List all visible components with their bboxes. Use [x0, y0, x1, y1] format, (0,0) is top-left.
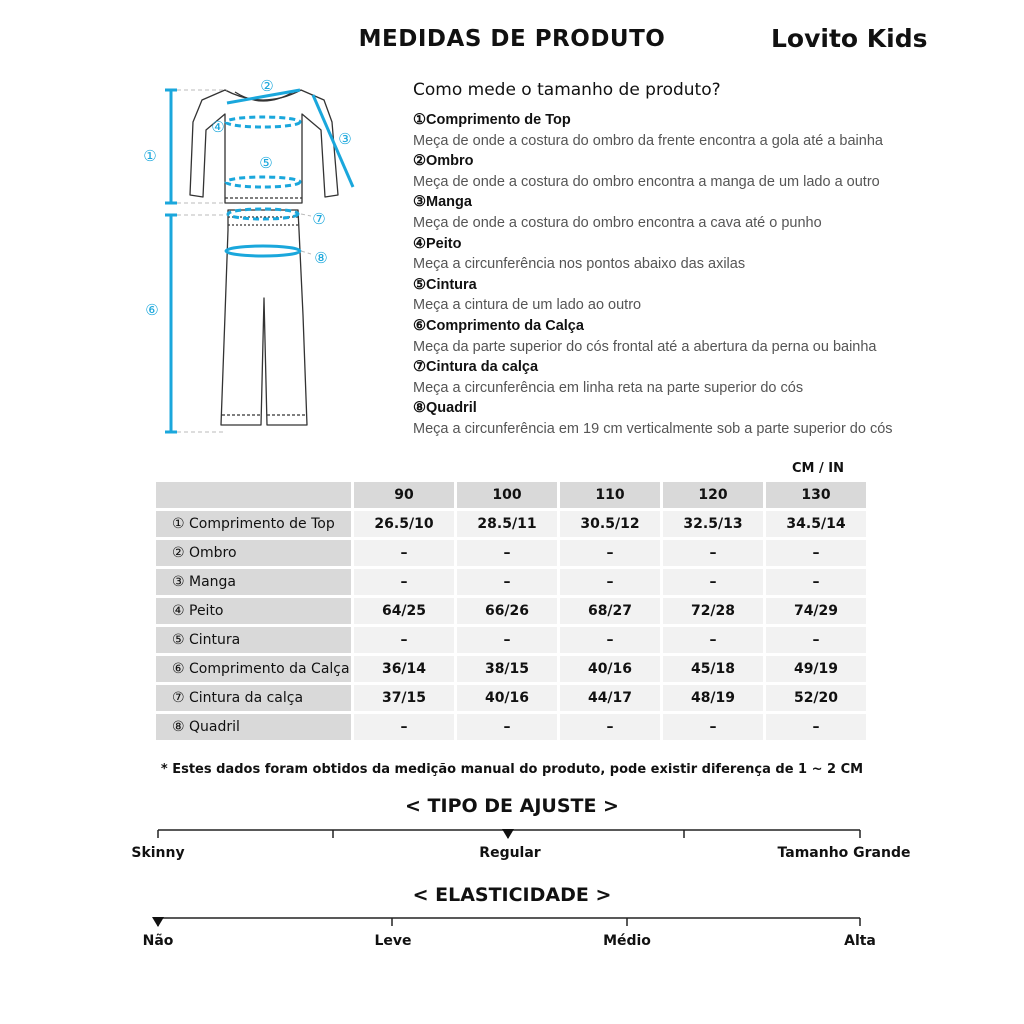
- table-cell: 32.5/13: [663, 511, 763, 537]
- table-cell: –: [457, 714, 557, 740]
- pajama-top-outline: [190, 90, 338, 203]
- table-cell: 45/18: [663, 656, 763, 682]
- table-cell: 72/28: [663, 598, 763, 624]
- elasticity-label-medium: Médio: [603, 933, 651, 949]
- item-title: ⑧Quadril: [413, 400, 477, 417]
- table-cell: 74/29: [766, 598, 866, 624]
- table-cell: 28.5/11: [457, 511, 557, 537]
- elasticity-label-none: Não: [142, 933, 174, 949]
- elasticity-label-high: Alta: [844, 933, 876, 949]
- row-label: ⑤ Cintura: [156, 627, 351, 653]
- how-to-measure-section: [413, 80, 973, 440]
- table-cell: –: [354, 714, 454, 740]
- page-title: MEDIDAS DE PRODUTO: [358, 26, 666, 52]
- table-row: [156, 540, 866, 566]
- size-table: [153, 479, 869, 743]
- how-to-item: [413, 234, 973, 275]
- unit-label: CM / IN: [792, 461, 844, 476]
- fit-label-regular: Regular: [479, 845, 541, 861]
- item-title: ④Peito: [413, 235, 462, 252]
- row-label: ② Ombro: [156, 540, 351, 566]
- item-desc: Meça a circunferência em linha reta na parte superior do cós: [413, 379, 804, 396]
- table-cell: –: [457, 627, 557, 653]
- table-cell: –: [354, 540, 454, 566]
- how-to-measure-question: Como mede o tamanho de produto?: [413, 80, 721, 100]
- pajama-pants-outline: [221, 210, 307, 425]
- table-row: [156, 627, 866, 653]
- table-cell: 30.5/12: [560, 511, 660, 537]
- fit-indicator-icon: [502, 829, 514, 839]
- table-row: [156, 685, 866, 711]
- table-cell: –: [560, 569, 660, 595]
- table-cell: –: [560, 714, 660, 740]
- table-cell: –: [354, 627, 454, 653]
- table-cell: –: [766, 569, 866, 595]
- row-label: ① Comprimento de Top: [156, 511, 351, 537]
- table-cell: 52/20: [766, 685, 866, 711]
- size-header: 110: [560, 482, 660, 508]
- table-cell: –: [663, 540, 763, 566]
- table-cell: –: [766, 540, 866, 566]
- size-header: 90: [354, 482, 454, 508]
- table-cell: –: [663, 569, 763, 595]
- table-cell: 40/16: [457, 685, 557, 711]
- elasticity-label-light: Leve: [374, 933, 412, 949]
- size-header: 100: [457, 482, 557, 508]
- table-cell: 44/17: [560, 685, 660, 711]
- item-title: ①Comprimento de Top: [413, 112, 571, 128]
- table-cell: 26.5/10: [354, 511, 454, 537]
- header-blank-cell: [156, 482, 351, 508]
- table-cell: 66/26: [457, 598, 557, 624]
- table-cell: 64/25: [354, 598, 454, 624]
- row-label: ⑧ Quadril: [156, 714, 351, 740]
- item-desc: Meça de onde a costura do ombro encontra a cava até o punho: [413, 214, 822, 231]
- table-cell: 37/15: [354, 685, 454, 711]
- table-cell: 36/14: [354, 656, 454, 682]
- item-desc: Meça a circunferência nos pontos abaixo das axilas: [413, 256, 746, 273]
- item-title: ⑦Cintura da calça: [413, 359, 539, 376]
- table-cell: –: [766, 714, 866, 740]
- brand-logo-text: Lovito Kids: [771, 24, 928, 53]
- item-title: ②Ombro: [413, 153, 474, 170]
- table-row: [156, 656, 866, 682]
- table-cell: 40/16: [560, 656, 660, 682]
- table-row: [156, 511, 866, 537]
- marker-3: ③: [338, 130, 352, 148]
- item-desc: Meça a cintura de um lado ao outro: [413, 297, 642, 314]
- table-cell: 38/15: [457, 656, 557, 682]
- table-cell: –: [560, 627, 660, 653]
- table-cell: 48/19: [663, 685, 763, 711]
- fit-label-large: Tamanho Grande: [777, 845, 911, 861]
- table-header-row: [156, 482, 866, 508]
- how-to-item: [413, 316, 973, 357]
- item-title: ⑥Comprimento da Calça: [413, 317, 584, 334]
- how-to-item: [413, 151, 973, 192]
- how-to-item: [413, 398, 973, 439]
- item-desc: Meça da parte superior do cós frontal até a abertura da perna ou bainha: [413, 338, 877, 355]
- fit-label-skinny: Skinny: [131, 845, 185, 861]
- table-cell: 68/27: [560, 598, 660, 624]
- table-cell: 49/19: [766, 656, 866, 682]
- marker-7: ⑦: [312, 210, 326, 228]
- size-header: 130: [766, 482, 866, 508]
- row-label: ③ Manga: [156, 569, 351, 595]
- table-cell: –: [663, 714, 763, 740]
- table-cell: –: [663, 627, 763, 653]
- row-label: ④ Peito: [156, 598, 351, 624]
- how-to-item: [413, 192, 973, 233]
- item-desc: Meça de onde a costura do ombro encontra a manga de um lado a outro: [413, 173, 880, 190]
- fit-title: < TIPO DE AJUSTE >: [405, 795, 619, 817]
- how-to-item: [413, 357, 973, 398]
- table-cell: –: [457, 569, 557, 595]
- table-cell: –: [560, 540, 660, 566]
- table-row: [156, 569, 866, 595]
- table-cell: –: [354, 569, 454, 595]
- item-desc: Meça de onde a costura do ombro da frente encontra a gola até a bainha: [413, 132, 883, 149]
- table-cell: –: [457, 540, 557, 566]
- item-title: ③Manga: [413, 194, 472, 211]
- marker-2: ②: [260, 77, 274, 95]
- how-to-item: [413, 275, 973, 316]
- marker-5: ⑤: [259, 154, 273, 172]
- garment-measurement-diagram: [135, 70, 355, 445]
- marker-6: ⑥: [145, 301, 159, 319]
- table-row: [156, 598, 866, 624]
- how-to-item: [413, 110, 973, 151]
- size-header: 120: [663, 482, 763, 508]
- table-cell: –: [766, 627, 866, 653]
- table-row: [156, 714, 866, 740]
- row-label: ⑦ Cintura da calça: [156, 685, 351, 711]
- marker-1: ①: [143, 147, 157, 165]
- marker-8: ⑧: [314, 249, 328, 267]
- marker-4: ④: [211, 118, 225, 136]
- table-cell: 34.5/14: [766, 511, 866, 537]
- measurement-note: * Estes dados foram obtidos da medição manual do produto, pode existir diferença de 1 ~ 2 CM: [160, 762, 864, 777]
- item-desc: Meça a circunferência em 19 cm verticalmente sob a parte superior do cós: [413, 420, 893, 437]
- item-title: ⑤Cintura: [413, 276, 477, 293]
- elasticity-title: < ELASTICIDADE >: [412, 884, 612, 906]
- elasticity-indicator-icon: [152, 917, 164, 927]
- row-label: ⑥ Comprimento da Calça: [156, 656, 351, 682]
